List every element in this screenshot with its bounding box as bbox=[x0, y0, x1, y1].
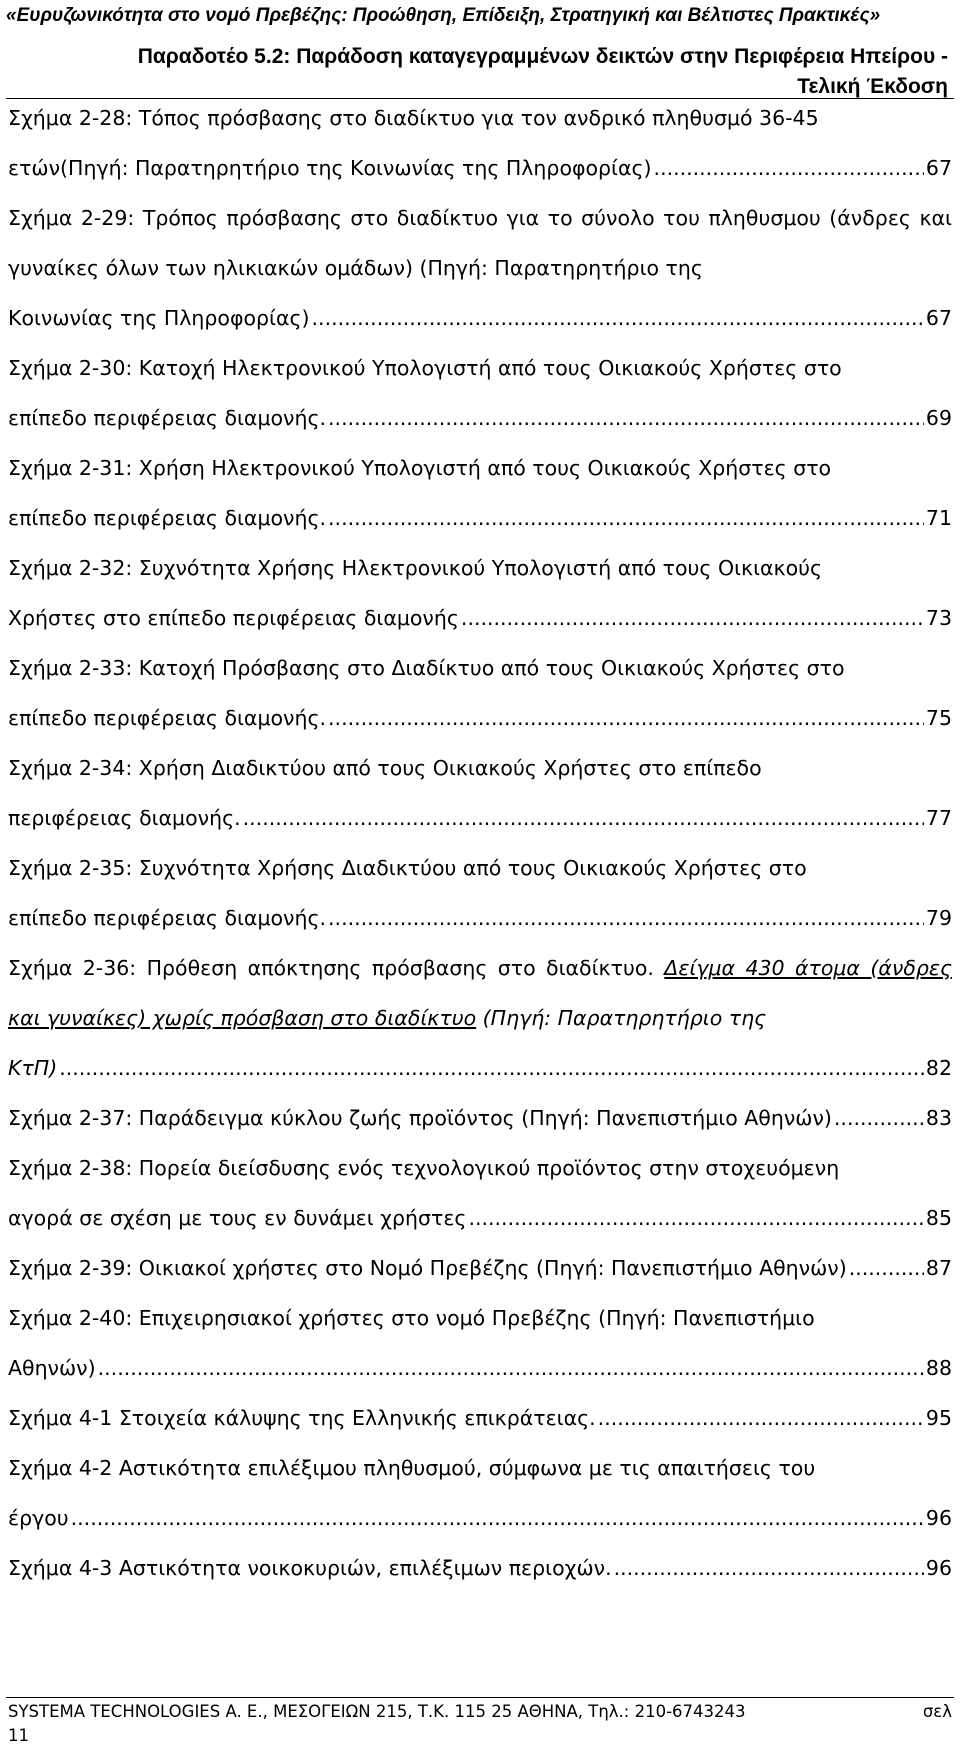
toc-entry-text-end: αγορά σε σχέση με τους εν δυνάμει χρήστες bbox=[8, 1206, 467, 1230]
toc-entry-text: Σχήμα 2-31: Χρήση Ηλεκτρονικού Υπολογιστή από τους Οικιακούς Χρήστες στο bbox=[8, 456, 832, 480]
toc-entry-text: Σχήμα 4-2 Αστικότητα επιλέξιμου πληθυσμού, σύμφωνα με τις απαιτήσεις του bbox=[8, 1456, 816, 1480]
dot-leader bbox=[312, 293, 924, 343]
dot-leader bbox=[468, 1193, 923, 1243]
toc-entry-text-end: Σχήμα 4-1 Στοιχεία κάλυψης της Ελληνικής επικράτειας. bbox=[8, 1406, 596, 1430]
toc-entry-2-37[interactable] bbox=[8, 1093, 952, 1143]
toc-page-number: 96 bbox=[925, 1506, 952, 1530]
toc-entry-4-3[interactable] bbox=[8, 1543, 952, 1593]
deliverable-title-line2: Τελική Έκδοση bbox=[797, 75, 948, 98]
page-footer bbox=[8, 1700, 952, 1748]
toc-entry-2-28[interactable] bbox=[8, 93, 952, 193]
toc-entry-2-29[interactable] bbox=[8, 193, 952, 343]
toc-page-number: 82 bbox=[925, 1056, 952, 1080]
toc-entry-text-end: ετών(Πηγή: Παρατηρητήριο της Κοινωνίας της Πληροφορίας) bbox=[8, 156, 652, 180]
toc-entry-text-end: επίπεδο περιφέρειας διαμονής. bbox=[8, 906, 327, 930]
footer-page-number: 11 bbox=[8, 1726, 29, 1745]
dot-leader bbox=[328, 493, 924, 543]
toc-entry-text: Σχήμα 2-40: Επιχειρησιακοί χρήστες στο νομό Πρεβέζης (Πηγή: Πανεπιστήμιο bbox=[8, 1306, 815, 1330]
toc-entry-2-35[interactable] bbox=[8, 843, 952, 943]
toc-entry-text-end: Σχήμα 2-39: Οικιακοί χρήστες στο Νομό Πρεβέζης (Πηγή: Πανεπιστήμιο Αθηνών) bbox=[8, 1256, 847, 1280]
deliverable-title-line1: Παραδοτέο 5.2: Παράδοση καταγεγραμμένων δεικτών στην Περιφέρεια Ηπείρου - bbox=[137, 45, 948, 68]
toc-page-number: 96 bbox=[925, 1556, 952, 1580]
toc-entry-text: Σχήμα 2-38: Πορεία διείσδυσης ενός τεχνολογικού προϊόντος στην στοχευόμενη bbox=[8, 1156, 840, 1180]
toc-page-number: 77 bbox=[925, 806, 952, 830]
toc-entry-2-30[interactable] bbox=[8, 343, 952, 443]
dot-leader bbox=[654, 143, 924, 193]
toc-entry-source-note: (Πηγή: Παρατηρητήριο της bbox=[482, 1006, 767, 1030]
toc-entry-4-2[interactable] bbox=[8, 1443, 952, 1543]
toc-page-number: 69 bbox=[925, 406, 952, 430]
toc-entry-text-end: Σχήμα 2-37: Παράδειγμα κύκλου ζωής προϊόντος (Πηγή: Πανεπιστήμιο Αθηνών) bbox=[8, 1106, 832, 1130]
toc-entry-text-end: Χρήστες στο επίπεδο περιφέρειας διαμονής bbox=[8, 606, 459, 630]
toc-entry-text-end: επίπεδο περιφέρειας διαμονής. bbox=[8, 506, 327, 530]
toc-page-number: 71 bbox=[925, 506, 952, 530]
toc-entry-text: Σχήμα 2-35: Συχνότητα Χρήσης Διαδικτύου από τους Οικιακούς Χρήστες στο bbox=[8, 856, 807, 880]
toc-page-number: 67 bbox=[925, 306, 952, 330]
footer-company: SYSTEMA TECHNOLOGIES A. E., ΜΕΣΟΓΕΙΩΝ 215, Τ.Κ. 115 25 ΑΘΗΝΑ, Τηλ.: 210-6743243 bbox=[8, 1702, 746, 1721]
toc-page-number: 67 bbox=[925, 156, 952, 180]
toc-page-number: 75 bbox=[925, 706, 952, 730]
dot-leader bbox=[328, 893, 924, 943]
toc-entry-text-end: επίπεδο περιφέρειας διαμονής. bbox=[8, 706, 327, 730]
toc-entry-text: Σχήμα 2-30: Κατοχή Ηλεκτρονικού Υπολογιστή από τους Οικιακούς Χρήστες στο bbox=[8, 356, 842, 380]
dot-leader bbox=[71, 1493, 924, 1543]
project-title: «Ευρυζωνικότητα στο νομό Πρεβέζης: Προώθηση, Επίδειξη, Στρατηγική και Βέλτιστες Πρακτικές» bbox=[6, 5, 881, 26]
footer-divider bbox=[6, 1697, 954, 1698]
dot-leader bbox=[98, 1343, 924, 1393]
toc-entry-2-38[interactable] bbox=[8, 1143, 952, 1243]
toc-entry-text: Σχήμα 2-29: Τρόπος πρόσβασης στο διαδίκτυο για το σύνολο του πληθυσμου (άνδρες και γυναίκες όλων των ηλικιακών ομάδων) (Πηγή: Παρατηρητήριο της bbox=[8, 206, 952, 280]
footer-page-label: σελ bbox=[922, 1702, 952, 1721]
toc-entry-2-36[interactable] bbox=[8, 943, 952, 1093]
toc-entry-text: Σχήμα 2-33: Κατοχή Πρόσβασης στο Διαδίκτυο από τους Οικιακούς Χρήστες στο bbox=[8, 656, 845, 680]
dot-leader bbox=[59, 1043, 924, 1093]
toc-entry-text-end: ΚτΠ) bbox=[8, 1056, 58, 1080]
dot-leader bbox=[328, 393, 924, 443]
toc-entry-2-39[interactable] bbox=[8, 1243, 952, 1293]
toc-entry-2-33[interactable] bbox=[8, 643, 952, 743]
toc-entry-sample-note: Δείγμα 430 άτομα (άνδρες και γυναίκες) χωρίς πρόσβαση στο διαδίκτυο bbox=[8, 956, 952, 1030]
toc-entry-text-end: Αθηνών) bbox=[8, 1356, 96, 1380]
table-of-figures bbox=[8, 93, 952, 1593]
toc-entry-text-end: Κοινωνίας της Πληροφορίας) bbox=[8, 306, 310, 330]
dot-leader bbox=[461, 593, 924, 643]
toc-entry-text: Σχήμα 2-28: Τόπος πρόσβασης στο διαδίκτυο για τον ανδρικό πληθυσμό 36-45 bbox=[8, 106, 819, 130]
toc-entry-2-40[interactable] bbox=[8, 1293, 952, 1393]
toc-entry-text-end: περιφέρειας διαμονής. bbox=[8, 806, 241, 830]
toc-entry-2-31[interactable] bbox=[8, 443, 952, 543]
dot-leader bbox=[834, 1093, 924, 1143]
toc-entry-text-end: Σχήμα 4-3 Αστικότητα νοικοκυριών, επιλέξιμων περιοχών. bbox=[8, 1556, 612, 1580]
toc-page-number: 79 bbox=[925, 906, 952, 930]
dot-leader bbox=[243, 793, 924, 843]
toc-page-number: 87 bbox=[925, 1256, 952, 1280]
toc-page-number: 73 bbox=[925, 606, 952, 630]
dot-leader bbox=[849, 1243, 924, 1293]
toc-entry-2-34[interactable] bbox=[8, 743, 952, 843]
toc-page-number: 95 bbox=[925, 1406, 952, 1430]
dot-leader bbox=[328, 693, 924, 743]
toc-entry-text-end: έργου bbox=[8, 1506, 69, 1530]
toc-entry-4-1[interactable] bbox=[8, 1393, 952, 1443]
toc-page-number: 83 bbox=[925, 1106, 952, 1130]
toc-page-number: 85 bbox=[925, 1206, 952, 1230]
dot-leader bbox=[614, 1543, 924, 1593]
toc-page-number: 88 bbox=[925, 1356, 952, 1380]
toc-entry-text: Σχήμα 2-32: Συχνότητα Χρήσης Ηλεκτρονικού Υπολογιστή από τους Οικιακούς bbox=[8, 556, 823, 580]
dot-leader bbox=[598, 1393, 924, 1443]
toc-entry-2-32[interactable] bbox=[8, 543, 952, 643]
toc-entry-text-end: επίπεδο περιφέρειας διαμονής. bbox=[8, 406, 327, 430]
toc-entry-text: Σχήμα 2-36: Πρόθεση απόκτησης πρόσβασης στο διαδίκτυο. bbox=[8, 956, 665, 980]
toc-entry-text: Σχήμα 2-34: Χρήση Διαδικτύου από τους Οικιακούς Χρήστες στο επίπεδο bbox=[8, 756, 762, 780]
